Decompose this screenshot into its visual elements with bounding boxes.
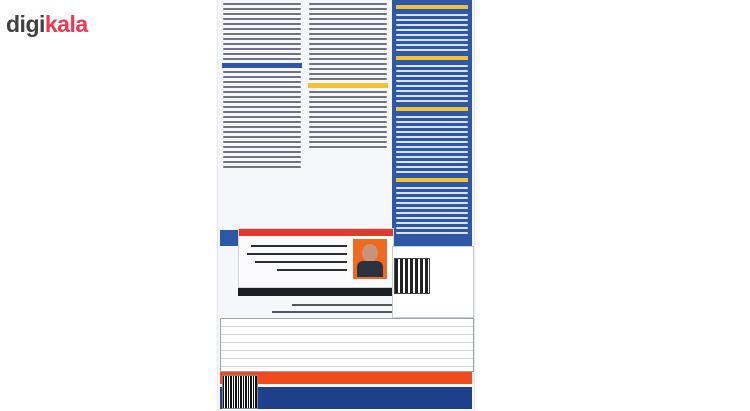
barcode [222,375,258,409]
qr-code [394,258,430,294]
contents-column-left [220,0,304,244]
logo-text-part2: kala [44,10,88,37]
teacher-profile-box [238,228,394,288]
book-specs-table [220,318,474,372]
book-back-cover-image [218,0,474,411]
logo-text-part1: digi [6,10,45,37]
teacher-box-header-bar [239,229,393,236]
contents-column-middle [306,0,390,227]
teacher-photo [353,239,387,279]
digikala-logo [6,6,88,42]
